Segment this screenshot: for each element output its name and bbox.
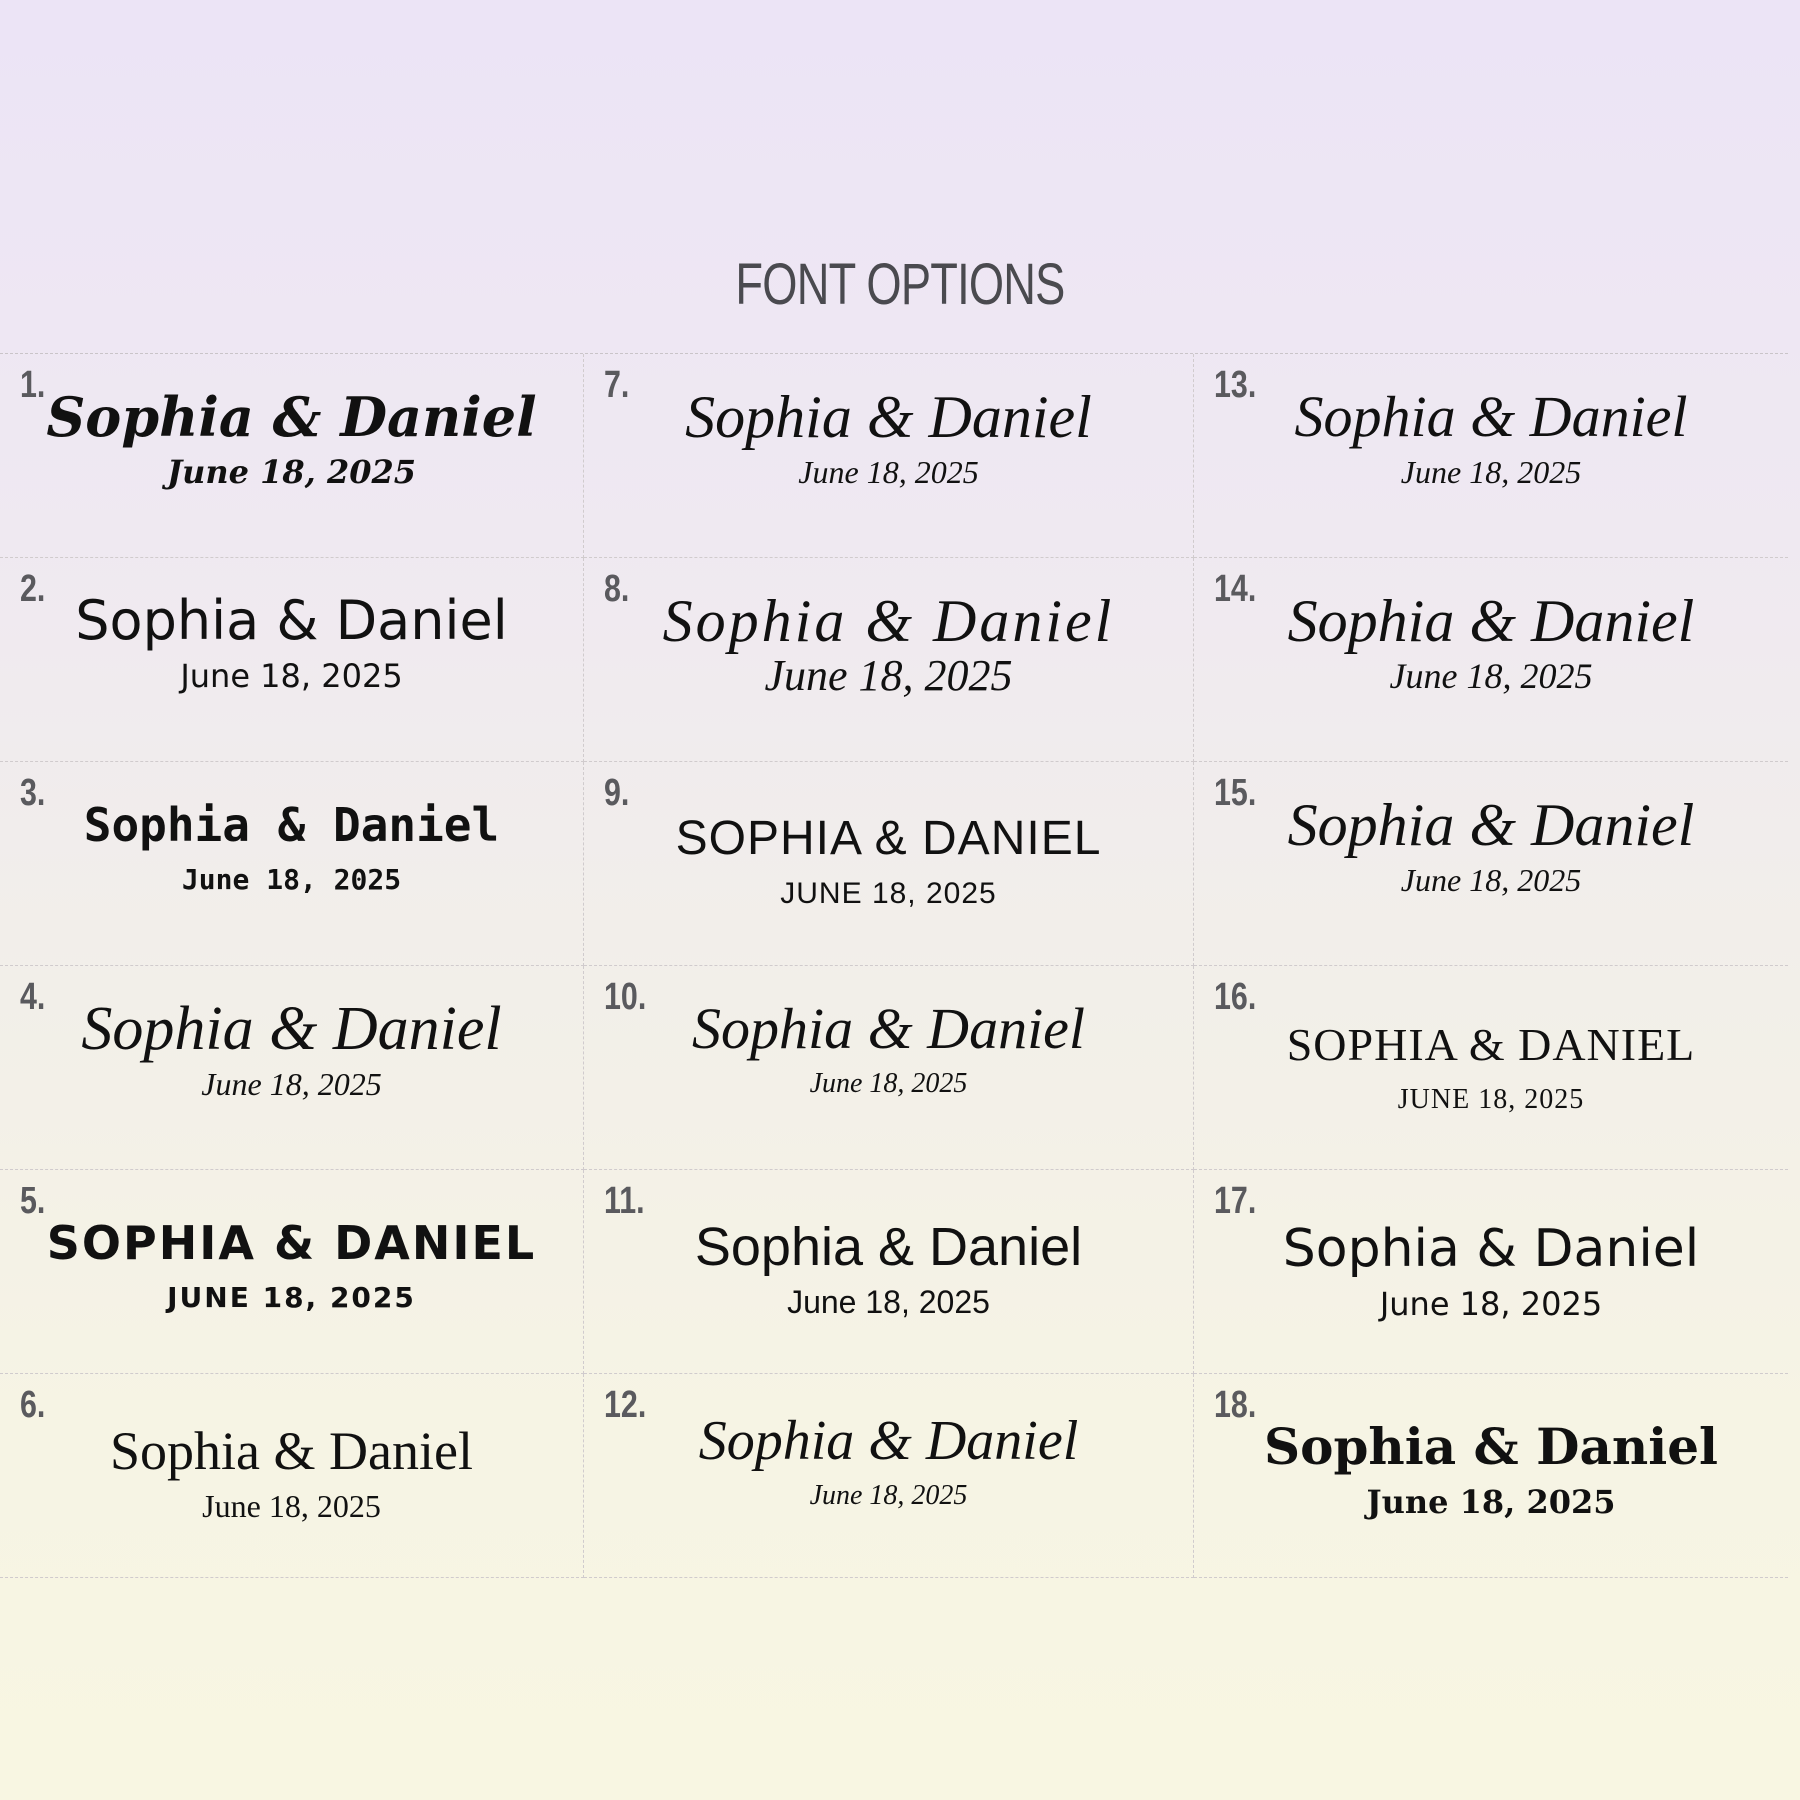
- option-number: 16.: [1214, 976, 1257, 1018]
- sample-date: June 18, 2025: [1400, 862, 1582, 898]
- sample-names: Sophia & Daniel: [662, 588, 1115, 654]
- sample-date: June 18, 2025: [181, 863, 402, 896]
- font-sample: [0, 384, 583, 494]
- option-number: 4.: [20, 976, 46, 1018]
- sample-names: SOPHIA & DANIEL: [46, 1216, 537, 1270]
- font-option-4[interactable]: [0, 966, 584, 1170]
- sample-date: June 18, 2025: [809, 1480, 968, 1511]
- font-option-5[interactable]: [0, 1170, 584, 1374]
- sample-date: June 18, 2025: [180, 657, 403, 695]
- font-option-2[interactable]: [0, 558, 584, 762]
- sample-names: Sophia & Daniel: [1294, 384, 1688, 449]
- option-number: 3.: [20, 772, 46, 814]
- sample-date: June 18, 2025: [787, 1284, 990, 1320]
- font-sample: [584, 806, 1193, 916]
- font-sample: [1194, 792, 1788, 902]
- sample-names: Sophia & Daniel: [1263, 1417, 1719, 1476]
- sample-names: Sophia & Daniel: [691, 996, 1086, 1061]
- sample-date: June 18, 2025: [798, 454, 979, 490]
- sample-date: June 18, 2025: [1389, 656, 1593, 696]
- sample-names: Sophia & Daniel: [81, 995, 502, 1063]
- option-number: 7.: [604, 364, 630, 406]
- font-option-14[interactable]: [1194, 558, 1788, 762]
- sample-date: JUNE 18, 2025: [1397, 1084, 1585, 1115]
- option-number: 13.: [1214, 364, 1257, 406]
- sample-names: Sophia & Daniel: [698, 1410, 1079, 1472]
- font-sample: [1194, 1012, 1788, 1122]
- option-number: 18.: [1214, 1384, 1257, 1426]
- sample-names: Sophia & Daniel: [694, 1217, 1083, 1277]
- sample-names: Sophia & Daniel: [685, 384, 1092, 450]
- sample-date: June 18, 2025: [1366, 1483, 1616, 1521]
- sample-names: Sophia & Daniel: [1282, 1219, 1700, 1279]
- sample-date: June 18, 2025: [1379, 1285, 1603, 1323]
- font-options-grid: [0, 353, 1788, 1578]
- font-option-12[interactable]: [584, 1374, 1194, 1578]
- font-option-8[interactable]: [584, 558, 1194, 762]
- font-sample: [0, 1418, 583, 1528]
- font-option-15[interactable]: [1194, 762, 1788, 966]
- sample-names: Sophia & Daniel: [46, 385, 537, 449]
- font-sample: [584, 996, 1193, 1106]
- sample-names: Sophia & Daniel: [110, 1421, 473, 1481]
- font-option-10[interactable]: [584, 966, 1194, 1170]
- sample-names: SOPHIA & DANIEL: [1286, 1019, 1696, 1070]
- sample-names: Sophia & Daniel: [1287, 792, 1695, 858]
- font-sample: [1194, 588, 1788, 698]
- option-number: 2.: [20, 568, 46, 610]
- font-sample: [584, 384, 1193, 494]
- font-sample: [584, 1408, 1193, 1518]
- sample-date: June 18, 2025: [1400, 454, 1582, 490]
- font-option-11[interactable]: [584, 1170, 1194, 1374]
- font-option-18[interactable]: [1194, 1374, 1788, 1578]
- option-number: 10.: [604, 976, 647, 1018]
- font-option-7[interactable]: [584, 354, 1194, 558]
- sample-date: June 18, 2025: [201, 1066, 382, 1102]
- option-number: 5.: [20, 1180, 46, 1222]
- option-number: 8.: [604, 568, 630, 610]
- font-sample: [1194, 384, 1788, 494]
- page-title: FONT OPTIONS: [735, 252, 1065, 317]
- sample-date: June 18, 2025: [809, 1068, 968, 1099]
- sample-names: Sophia & Daniel: [75, 589, 508, 652]
- option-number: 12.: [604, 1384, 647, 1426]
- font-sample: [0, 1210, 583, 1320]
- font-option-13[interactable]: [1194, 354, 1788, 558]
- font-sample: [584, 1214, 1193, 1324]
- option-number: 6.: [20, 1384, 46, 1426]
- sample-date: June 18, 2025: [764, 651, 1013, 700]
- option-number: 11.: [604, 1180, 645, 1222]
- font-option-9[interactable]: [584, 762, 1194, 966]
- font-sample: [1194, 1216, 1788, 1326]
- font-sample: [0, 588, 583, 698]
- option-number: 1.: [20, 364, 46, 406]
- font-option-3[interactable]: [0, 762, 584, 966]
- sample-date: JUNE 18, 2025: [167, 1281, 416, 1314]
- option-number: 9.: [604, 772, 630, 814]
- sample-names: SOPHIA & DANIEL: [675, 812, 1102, 865]
- font-option-17[interactable]: [1194, 1170, 1788, 1374]
- font-sample: [0, 996, 583, 1106]
- font-option-1[interactable]: [0, 354, 584, 558]
- sample-date: June 18, 2025: [202, 1488, 381, 1524]
- sample-names: Sophia & Daniel: [83, 798, 500, 852]
- option-number: 14.: [1214, 568, 1257, 610]
- font-sample: [0, 792, 583, 902]
- font-option-6[interactable]: [0, 1374, 584, 1578]
- option-number: 15.: [1214, 772, 1257, 814]
- font-option-16[interactable]: [1194, 966, 1788, 1170]
- sample-names: Sophia & Daniel: [1287, 588, 1695, 654]
- sample-date: June 18, 2025: [166, 453, 417, 491]
- font-sample: [584, 588, 1193, 698]
- sample-date: JUNE 18, 2025: [780, 877, 997, 910]
- option-number: 17.: [1214, 1180, 1257, 1222]
- font-sample: [1194, 1414, 1788, 1524]
